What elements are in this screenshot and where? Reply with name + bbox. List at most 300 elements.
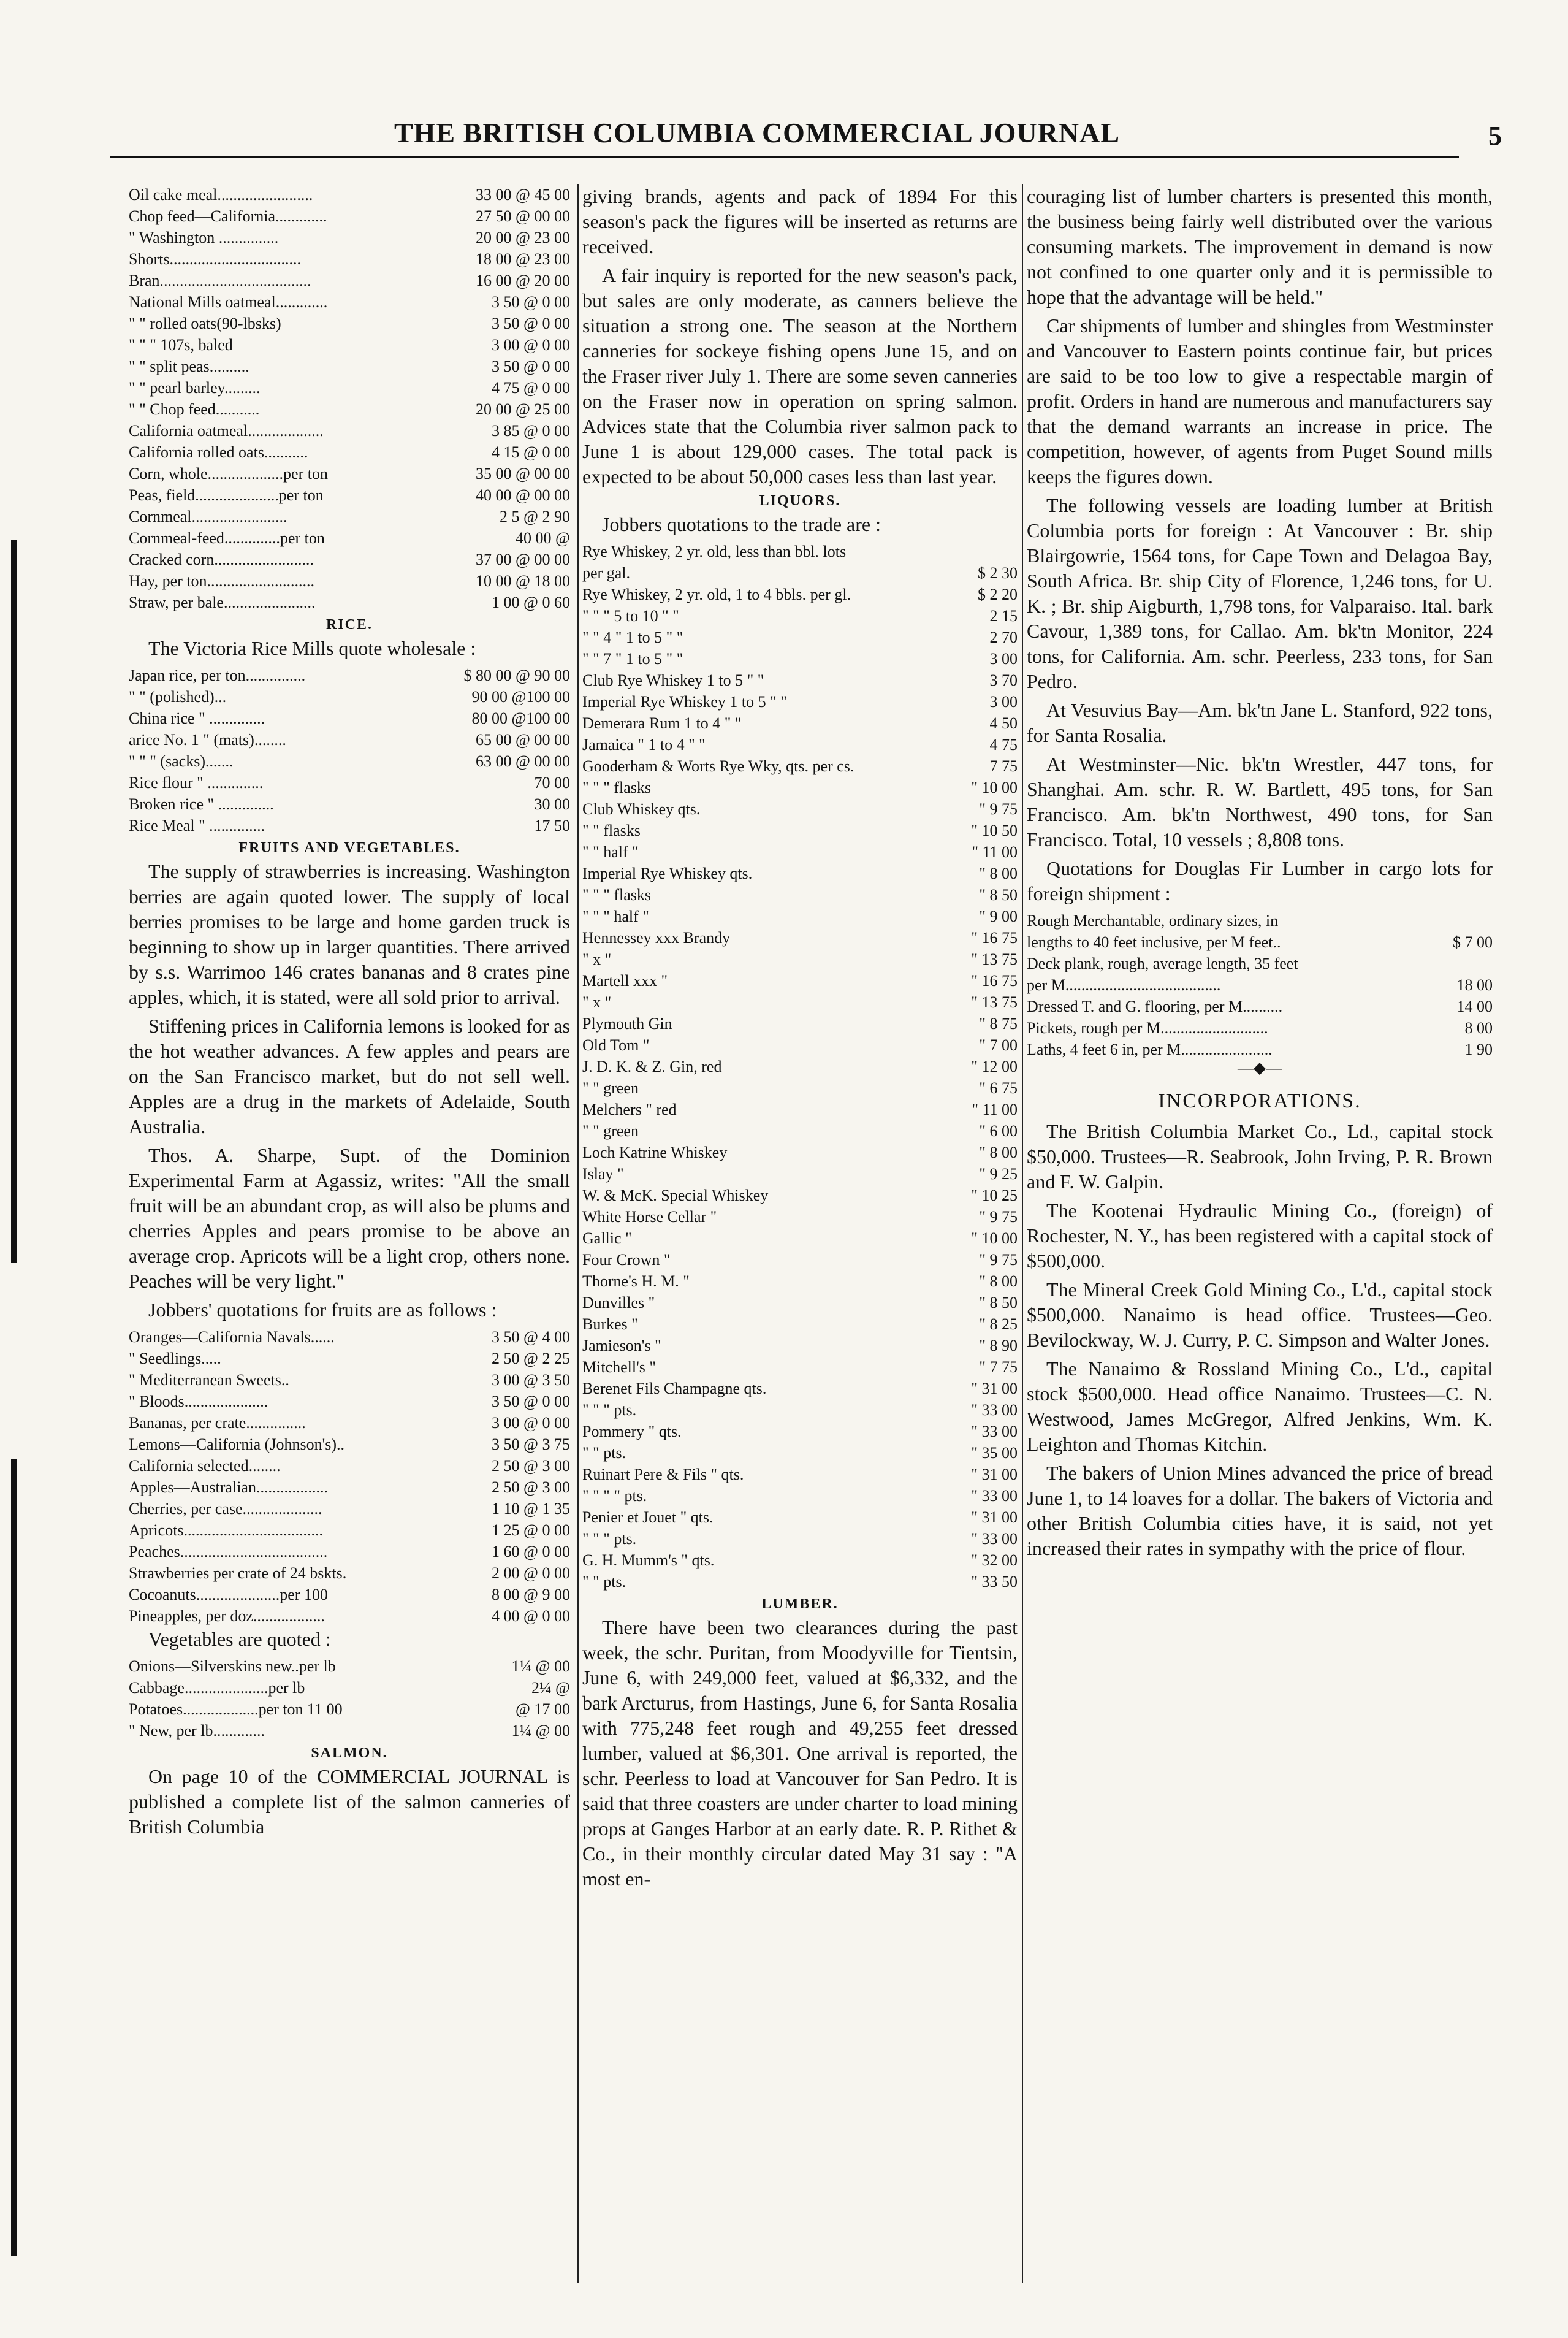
price-label: " " split peas.......... [129, 357, 249, 375]
price-label: " " Chop feed........... [129, 400, 260, 418]
section-heading-fruits: FRUITS AND VEGETABLES. [238, 840, 460, 856]
price-row [582, 1356, 1018, 1378]
price-row [582, 1034, 1018, 1056]
page-header [55, 117, 1502, 159]
price-row [582, 1464, 1018, 1485]
price-row [582, 1249, 1018, 1270]
price-label: Cocoanuts.....................per 100 [129, 1586, 328, 1603]
journal-title: THE BRITISH COLUMBIA COMMERCIAL JOURNAL [394, 117, 1121, 148]
price-row [129, 248, 570, 270]
price-row [582, 627, 1018, 648]
price-value: 18 00 [1456, 976, 1493, 994]
price-row [129, 772, 570, 793]
price-value: " 10 50 [971, 822, 1018, 839]
price-row [582, 712, 1018, 734]
price-label: Martell xxx " [582, 972, 668, 990]
price-label: " x " [582, 950, 612, 968]
price-row [129, 1434, 570, 1455]
price-row [129, 1698, 570, 1720]
price-label: Gooderham & Worts Rye Wky, qts. per cs. [582, 757, 854, 775]
price-row [129, 484, 570, 506]
price-value: 40 00 @ 00 00 [476, 486, 570, 504]
paragraph: The Nanaimo & Rossland Mining Co., L'd., capital stock $500,000. Head office Nanaimo. Trustees—C. N. Westwood, James McGregor, Alfred Jenkins, Wm. K. Leighton and Thomas Kitchin. [1027, 1358, 1493, 1455]
price-row [129, 441, 570, 463]
price-row [582, 1270, 1018, 1292]
price-label: Lemons—California (Johnson's).. [129, 1435, 345, 1453]
price-value: 7 75 [989, 757, 1018, 775]
price-value: 10 00 @ 18 00 [476, 572, 570, 590]
price-label: " " rolled oats(90-lbsks) [129, 315, 281, 332]
price-label: Corn, whole...................per ton [129, 465, 328, 483]
price-row [1027, 953, 1493, 974]
price-row [582, 1056, 1018, 1077]
price-row [129, 592, 570, 613]
price-value: 2¼ @ [531, 1679, 570, 1697]
price-row [129, 1477, 570, 1498]
price-label: " " 4 " 1 to 5 " " [582, 628, 683, 646]
price-row [129, 729, 570, 751]
price-label: " Mediterranean Sweets.. [129, 1371, 289, 1389]
paragraph: On page 10 of the COMMERCIAL JOURNAL is published a complete list of the salmon canneries of British Columbia [129, 1765, 570, 1838]
paragraph: The following vessels are loading lumber at British Columbia ports for foreign : At Vancouver : Br. ship Blairgowrie, 1564 tons, for Cape Town and Delagoa Bay, South Africa. Br. ship City of Florence, 1,246 tons, for U. K. ; Br. ship Aigburth, 1,798 tons, for Valparaiso. Ital. bark Cavour, 1,389 tons, for Callao. Am. bk'tn Monitor, 224 tons, for California. Am. schr. Peerless, 233 tons, for San Pedro. [1027, 494, 1493, 692]
price-label: Japan rice, per ton............... [129, 667, 306, 684]
price-row [582, 1442, 1018, 1464]
price-row [1027, 974, 1493, 996]
header-rule [110, 156, 1459, 158]
section-heading-incorporations: INCORPORATIONS. [1158, 1090, 1361, 1112]
price-label: Broken rice " .............. [129, 795, 274, 813]
price-label: Old Tom " [582, 1036, 650, 1054]
price-value: 3 85 @ 0 00 [492, 422, 570, 440]
price-value: " 32 00 [971, 1551, 1018, 1569]
paragraph: Car shipments of lumber and shingles from Westminster and Vancouver to Eastern points continue fair, but prices are said to be too low to give a respectable margin of profit. Orders in hand are numerous and manufacturers say that the demand warrants an increase in price. The competition, however, of agents from Puget Sound mills keeps the figures down. [1027, 315, 1493, 487]
price-row [129, 686, 570, 708]
price-value: " 13 75 [971, 950, 1018, 968]
price-value: " 8 00 [979, 1144, 1018, 1161]
column-2 [582, 184, 1018, 2295]
price-label: Strawberries per crate of 24 bskts. [129, 1564, 347, 1582]
rice-intro: The Victoria Rice Mills quote wholesale : [148, 637, 476, 659]
price-label: W. & McK. Special Whiskey [582, 1186, 769, 1204]
price-row [582, 605, 1018, 627]
paragraph: Quotations for Douglas Fir Lumber in cargo lots for foreign shipment : [1027, 857, 1493, 904]
price-label: Cracked corn......................... [129, 551, 314, 568]
price-value: " 8 50 [979, 886, 1018, 904]
price-label: Imperial Rye Whiskey qts. [582, 865, 753, 882]
price-row [129, 1519, 570, 1541]
price-value: 2 50 @ 3 00 [492, 1478, 570, 1496]
price-label: Apples—Australian.................. [129, 1478, 328, 1496]
price-label: " " flasks [582, 822, 641, 839]
price-value: @ 17 00 [516, 1700, 570, 1718]
price-label: Cornmeal-feed..............per ton [129, 529, 325, 547]
price-value: " 8 00 [979, 865, 1018, 882]
paragraph: At Westminster—Nic. bk'tn Wrestler, 447 tons, for Shanghai. Am. schr. R. W. Bartlett, 495 tons, for San Francisco. Am. bk'tn Northwest, 490 tons, for San Francisco. Total, 10 vessels ; 8,808 tons. [1027, 753, 1493, 850]
price-value: 2 15 [989, 607, 1018, 625]
price-value: " 6 00 [979, 1122, 1018, 1140]
price-row [582, 1292, 1018, 1313]
price-label: Gallic " [582, 1229, 632, 1247]
paragraph: The Mineral Creek Gold Mining Co., L'd., capital stock $500,000. Nanaimo is head office. Trustees—Geo. Bevilockway, W. J. Curry, P. C. Simpson and Walter Jones. [1027, 1278, 1493, 1351]
price-row [129, 1455, 570, 1477]
price-row [582, 1485, 1018, 1507]
price-label: Onions—Silverskins new..per lb [129, 1657, 336, 1675]
margin-bar [11, 1459, 17, 2256]
price-row [582, 1206, 1018, 1228]
price-row [129, 399, 570, 420]
price-row [129, 751, 570, 772]
price-value: " 35 00 [971, 1444, 1018, 1462]
price-row [582, 584, 1018, 605]
price-value: " 11 00 [972, 1101, 1018, 1118]
price-row [129, 815, 570, 836]
price-row [129, 1656, 570, 1677]
price-label: Loch Katrine Whiskey [582, 1144, 728, 1161]
price-row [1027, 931, 1493, 953]
price-value: " 33 00 [971, 1401, 1018, 1419]
column-1 [129, 184, 570, 2295]
price-value: 3 00 [989, 693, 1018, 711]
price-label: Mitchell's " [582, 1358, 657, 1376]
price-value: 4 15 @ 0 00 [492, 443, 570, 461]
price-row [582, 1335, 1018, 1356]
price-label: Club Rye Whiskey 1 to 5 " " [582, 671, 764, 689]
price-row [582, 949, 1018, 970]
price-label: " " (polished)... [129, 688, 227, 706]
price-label: Islay " [582, 1165, 624, 1183]
price-value: 27 50 @ 00 00 [476, 207, 570, 225]
price-value: 20 00 @ 25 00 [476, 400, 570, 418]
price-value: " 33 50 [971, 1573, 1018, 1591]
price-label: National Mills oatmeal............. [129, 293, 328, 311]
price-row [582, 734, 1018, 755]
price-value: 2 00 @ 0 00 [492, 1564, 570, 1582]
price-row [582, 1185, 1018, 1206]
price-row [129, 1391, 570, 1412]
price-value: 1 10 @ 1 35 [492, 1500, 570, 1518]
price-value: 3 50 @ 0 00 [492, 1392, 570, 1410]
price-row [129, 356, 570, 377]
price-row [129, 205, 570, 227]
price-row [582, 670, 1018, 691]
price-label: Laths, 4 feet 6 in, per M....................... [1027, 1041, 1273, 1058]
price-row [129, 1720, 570, 1741]
price-value: 2 50 @ 3 00 [492, 1457, 570, 1475]
price-label: Jamaica " 1 to 4 " " [582, 736, 706, 754]
price-value: 35 00 @ 00 00 [476, 465, 570, 483]
lumber-price-list [1027, 910, 1493, 1060]
price-value: " 8 90 [979, 1337, 1018, 1354]
price-value: 8 00 @ 9 00 [492, 1586, 570, 1603]
price-value: 17 50 [534, 817, 570, 835]
price-row [582, 541, 1018, 562]
paragraph: Thos. A. Sharpe, Supt. of the Dominion Experimental Farm at Agassiz, writes: "All the small fruit will be an abundant crop, as will also be plums and cherries Apples and pears promise to be above an average crop. Apricots will be a light crop, others none. Peaches will be very light." [129, 1144, 570, 1292]
price-label: Plymouth Gin [582, 1015, 672, 1033]
paragraph: A fair inquiry is reported for the new season's pack, but sales are only moderate, as canners believe the situation a strong one. The season at the Northern canneries for sockeye fishing opens June 15, and on the Fraser river July 1. There are some seven canneries on the Fraser now in operation on spring salmon. Advices state that the Columbia river salmon pack to June 1 is about 129,000 cases. The total pack is expected to be about 50,000 cases less than last year. [582, 264, 1018, 487]
price-label: " " " flasks [582, 779, 651, 797]
price-label: " " pts. [582, 1573, 626, 1591]
price-row [582, 1399, 1018, 1421]
price-label: " " half " [582, 843, 639, 861]
price-value: 3 50 @ 0 00 [492, 315, 570, 332]
price-label: " " pts. [582, 1444, 626, 1462]
price-row [1027, 910, 1493, 931]
price-row [129, 420, 570, 441]
price-value: " 11 00 [972, 843, 1018, 861]
price-label: Berenet Fils Champagne qts. [582, 1380, 767, 1397]
price-label: " " " " pts. [582, 1487, 647, 1505]
price-label: White Horse Cellar " [582, 1208, 717, 1226]
price-row [1027, 1039, 1493, 1060]
price-label: " x " [582, 993, 612, 1011]
price-label: Melchers " red [582, 1101, 677, 1118]
price-value: 1 00 @ 0 60 [492, 594, 570, 611]
price-value: 3 50 @ 0 00 [492, 293, 570, 311]
section-heading-lumber: LUMBER. [761, 1596, 839, 1612]
price-label: " " " pts. [582, 1401, 637, 1419]
price-row [582, 1528, 1018, 1549]
price-row [582, 1077, 1018, 1099]
price-row [129, 1326, 570, 1348]
price-row [1027, 1017, 1493, 1039]
paragraph: The Kootenai Hydraulic Mining Co., (foreign) of Rochester, N. Y., has been registered with a capital stock of $500,000. [1027, 1199, 1493, 1272]
price-label: " " " 5 to 10 " " [582, 607, 679, 625]
price-label: China rice " .............. [129, 709, 265, 727]
price-value: " 8 50 [979, 1294, 1018, 1312]
price-row [129, 708, 570, 729]
price-label: " " " 107s, baled [129, 336, 233, 354]
price-value: " 33 00 [971, 1487, 1018, 1505]
price-row [129, 463, 570, 484]
price-value: 4 75 [989, 736, 1018, 754]
price-label: " New, per lb............. [129, 1722, 265, 1740]
price-label: Oranges—California Navals...... [129, 1328, 335, 1346]
price-row [582, 991, 1018, 1013]
price-value: 3 50 @ 3 75 [492, 1435, 570, 1453]
price-value: 80 00 @100 00 [471, 709, 570, 727]
price-value: 3 70 [989, 671, 1018, 689]
price-row [129, 665, 570, 686]
price-row [129, 1348, 570, 1369]
paragraph: The British Columbia Market Co., Ld., capital stock $50,000. Trustees—R. Seabrook, John Irving, P. R. Brown and F. W. Galpin. [1027, 1120, 1493, 1193]
price-value: 63 00 @ 00 00 [476, 752, 570, 770]
price-row [582, 1421, 1018, 1442]
price-label: California rolled oats........... [129, 443, 308, 461]
paragraph: giving brands, agents and pack of 1894 For this season's pack the figures will be inserted as returns are received. [582, 185, 1018, 258]
price-value: 3 50 @ 0 00 [492, 357, 570, 375]
section-heading-rice: RICE. [325, 617, 373, 633]
price-value: " 10 00 [971, 779, 1018, 797]
price-label: Pickets, rough per M........................... [1027, 1019, 1268, 1037]
paragraph: Jobbers' quotations for fruits are as follows : [148, 1299, 497, 1321]
price-label: " " green [582, 1122, 639, 1140]
paragraph: At Vesuvius Bay—Am. bk'tn Jane L. Stanford, 922 tons, for Santa Rosalia. [1027, 699, 1493, 746]
price-value: 4 00 @ 0 00 [492, 1607, 570, 1625]
price-label: Burkes " [582, 1315, 638, 1333]
price-label: Dressed T. and G. flooring, per M.......... [1027, 998, 1283, 1015]
price-value: 16 00 @ 20 00 [476, 272, 570, 289]
price-value: " 9 00 [979, 907, 1018, 925]
vegetables-intro: Vegetables are quoted : [148, 1628, 331, 1650]
price-row [129, 1541, 570, 1562]
price-value: " 10 25 [971, 1186, 1018, 1204]
price-label: " Bloods..................... [129, 1392, 268, 1410]
price-label: Rough Merchantable, ordinary sizes, in [1027, 912, 1279, 930]
price-label: Thorne's H. M. " [582, 1272, 690, 1290]
vegetable-price-list [129, 1656, 570, 1741]
price-value [1489, 910, 1493, 931]
price-row [129, 793, 570, 815]
price-row [582, 562, 1018, 584]
price-value: $ 2 20 [978, 586, 1018, 603]
price-label: California selected........ [129, 1457, 281, 1475]
price-value [1014, 541, 1018, 562]
price-label: Rye Whiskey, 2 yr. old, 1 to 4 bbls. per gl. [582, 586, 851, 603]
price-row [582, 1163, 1018, 1185]
price-label: " Washington ............... [129, 229, 279, 246]
price-value: 1 90 [1464, 1041, 1493, 1058]
price-label: " " green [582, 1079, 639, 1097]
price-value: $ 7 00 [1453, 933, 1493, 951]
price-row [582, 1013, 1018, 1034]
price-value: " 31 00 [971, 1380, 1018, 1397]
price-value: 2 5 @ 2 90 [500, 508, 570, 525]
price-row [129, 227, 570, 248]
price-row [582, 648, 1018, 670]
rice-price-list [129, 665, 570, 836]
price-row [129, 1369, 570, 1391]
price-value: 30 00 [534, 795, 570, 813]
price-row [582, 691, 1018, 712]
price-label: " Seedlings..... [129, 1350, 221, 1367]
price-label: Cherries, per case.................... [129, 1500, 322, 1518]
price-row [582, 820, 1018, 841]
price-label: arice No. 1 " (mats)........ [129, 731, 286, 749]
price-label: Hennessey xxx Brandy [582, 929, 731, 947]
price-row [582, 906, 1018, 927]
price-value: " 9 75 [979, 800, 1018, 818]
liquors-intro: Jobbers quotations to the trade are : [602, 513, 881, 535]
price-label: Apricots................................... [129, 1521, 324, 1539]
price-label: Ruinart Pere & Fils " qts. [582, 1465, 744, 1483]
price-row [582, 755, 1018, 777]
price-row [582, 1313, 1018, 1335]
price-label: Pommery " qts. [582, 1423, 682, 1440]
price-row [582, 1571, 1018, 1592]
price-row [582, 841, 1018, 863]
price-row [129, 1584, 570, 1605]
price-label: per M....................................... [1027, 976, 1221, 994]
price-value: " 6 75 [979, 1079, 1018, 1097]
price-row [582, 1228, 1018, 1249]
price-label: California oatmeal................... [129, 422, 324, 440]
price-value: 2 50 @ 2 25 [492, 1350, 570, 1367]
price-value: 37 00 @ 00 00 [476, 551, 570, 568]
price-label: Oil cake meal........................ [129, 186, 313, 204]
price-value: " 8 25 [979, 1315, 1018, 1333]
price-row [129, 334, 570, 356]
price-value: 14 00 [1456, 998, 1493, 1015]
price-row [582, 798, 1018, 820]
price-value: 8 00 [1464, 1019, 1493, 1037]
page-number: 5 [1488, 121, 1502, 151]
price-label: Jamieson's " [582, 1337, 661, 1354]
price-label: Demerara Rum 1 to 4 " " [582, 714, 742, 732]
price-label: " " " pts. [582, 1530, 637, 1548]
price-label: Peaches..................................... [129, 1543, 328, 1561]
price-label: per gal. [582, 564, 630, 582]
price-value: " 31 00 [971, 1508, 1018, 1526]
price-value: 70 00 [534, 774, 570, 792]
price-value: " 8 00 [979, 1272, 1018, 1290]
price-value: $ 80 00 @ 90 00 [463, 667, 570, 684]
price-value: 33 00 @ 45 00 [476, 186, 570, 204]
price-label: " " pearl barley......... [129, 379, 261, 397]
paragraph: couraging list of lumber charters is presented this month, the business being fairly well distributed over the various consuming markets. The improvement in demand is now not confined to one quarter only and it is permissible to hope that the advantage will be held." [1027, 185, 1493, 308]
price-value: " 9 25 [979, 1165, 1018, 1183]
fruit-price-list [129, 1326, 570, 1627]
price-value: 3 00 @ 3 50 [492, 1371, 570, 1389]
margin-bar [11, 540, 17, 1263]
price-value: " 31 00 [971, 1465, 1018, 1483]
price-value: 20 00 @ 23 00 [476, 229, 570, 246]
price-label: " " 7 " 1 to 5 " " [582, 650, 683, 668]
price-label: Penier et Jouet " qts. [582, 1508, 714, 1526]
price-label: Bran...................................... [129, 272, 311, 289]
price-value: 3 00 @ 0 00 [492, 1414, 570, 1432]
price-row [129, 570, 570, 592]
price-row [129, 313, 570, 334]
price-row [582, 1507, 1018, 1528]
price-value: " 8 75 [979, 1015, 1018, 1033]
price-value: 4 75 @ 0 00 [492, 379, 570, 397]
price-row [129, 1605, 570, 1627]
price-label: Straw, per bale....................... [129, 594, 316, 611]
price-value: 90 00 @100 00 [471, 688, 570, 706]
price-label: Rye Whiskey, 2 yr. old, less than bbl. lots [582, 543, 847, 560]
section-heading-liquors: LIQUORS. [759, 493, 841, 509]
price-value: 3 00 @ 0 00 [492, 336, 570, 354]
price-value: 4 50 [989, 714, 1018, 732]
paragraph: There have been two clearances during the past week, the schr. Puritan, from Moodyville for Tientsin, June 6, with 249,000 feet, valued at $6,332, and the bark Arcturus, from Hastings, June 6, for Santa Rosalia with 775,248 feet rough and 49,255 feet dressed lumber, valued at $6,301. One arrival is reported, the schr. Peerless to load at Vancouver for San Pedro. It is said that three coasters are under charter to load mining props at Ganges Harbor at an early date. R. P. Rithet & Co., in their monthly circular dated May 31 say : "A most en- [582, 1616, 1018, 1890]
price-row [582, 777, 1018, 798]
price-value: $ 2 30 [978, 564, 1018, 582]
price-value: 40 00 @ [516, 529, 570, 547]
price-label: Four Crown " [582, 1251, 671, 1269]
price-value: " 13 75 [971, 993, 1018, 1011]
price-value: " 16 75 [971, 929, 1018, 947]
price-value: 1 25 @ 0 00 [492, 1521, 570, 1539]
price-value: " 33 00 [971, 1423, 1018, 1440]
price-value: 2 70 [989, 628, 1018, 646]
price-row [129, 270, 570, 291]
price-label: Shorts................................. [129, 250, 301, 268]
price-value: 3 00 [989, 650, 1018, 668]
price-row [129, 1498, 570, 1519]
price-row [129, 1412, 570, 1434]
price-label: Rice flour " .............. [129, 774, 264, 792]
price-label: " " " half " [582, 907, 649, 925]
price-value: 1¼ @ 00 [511, 1657, 570, 1675]
liquor-price-list [582, 541, 1018, 1592]
price-label: " " " (sacks)....... [129, 752, 234, 770]
price-label: Imperial Rye Whiskey 1 to 5 " " [582, 693, 787, 711]
price-label: Dunvilles " [582, 1294, 655, 1312]
price-label: Club Whiskey qts. [582, 800, 701, 818]
paragraph: Stiffening prices in California lemons is looked for as the hot weather advances. A few apples and pears are on the San Francisco market, but do not sell well. Apples are a drug in the markets of Adelaide, South Australia. [129, 1015, 570, 1137]
price-row [129, 377, 570, 399]
price-row [129, 527, 570, 549]
